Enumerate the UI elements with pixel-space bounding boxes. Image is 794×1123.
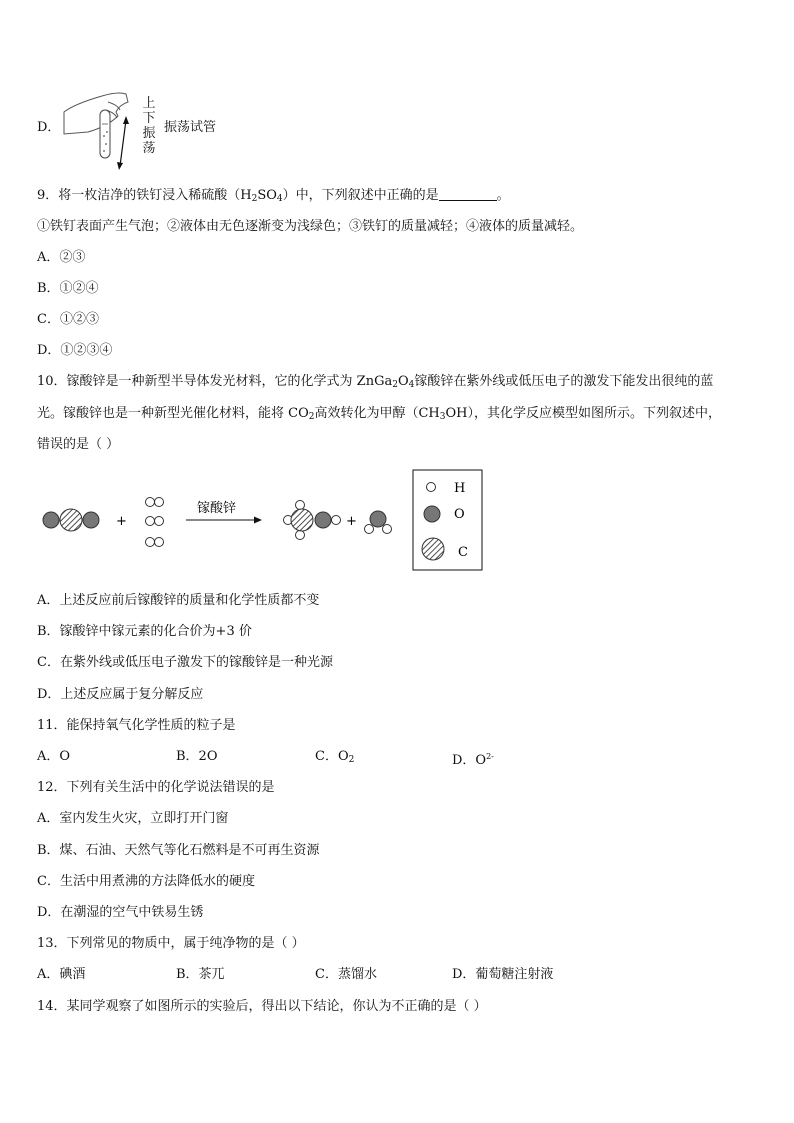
plus-sign-2: +: [346, 514, 357, 529]
direction-char-1: 上: [142, 96, 156, 111]
atom-legend: [413, 470, 482, 570]
hand-shaking-test-tube-illustration: [62, 88, 142, 170]
answer-blank: [439, 188, 497, 201]
q9-option-b: B．①②④: [37, 281, 99, 296]
q9-option-a: A．②③: [37, 250, 86, 265]
q12-option-b: B．煤、石油、天然气等化石燃料是不可再生资源: [37, 843, 320, 858]
q10-option-d: D．上述反应属于复分解反应: [37, 687, 204, 702]
q8-option-d-letter: D．: [37, 120, 61, 135]
q10-stem-line-2: [37, 405, 721, 426]
q11-option-c: [315, 748, 354, 769]
q12-stem: 12．下列有关生活中的化学说法错误的是: [37, 780, 275, 795]
q13-option-b: B．茶兀: [176, 967, 225, 982]
water-molecule: [365, 511, 392, 534]
q9-option-d: D．①②③④: [37, 343, 113, 358]
q10-line1-sub1: 2: [392, 380, 398, 390]
q9-stem-end: 。: [496, 188, 510, 203]
q10-stem-line-1: [37, 373, 713, 394]
q10-line2-c: OH），其化学反应模型如图所示。下列叙述中，: [445, 406, 722, 421]
q10-line1-a: 10．镓酸锌是一种新型半导体发光材料，它的化学式为 ZnGa: [37, 374, 393, 389]
q10-line1-c: 镓酸锌在紫外线或低压电子的激发下能发出很纯的蓝: [414, 374, 714, 389]
q11-option-d-text: D．O: [452, 753, 487, 768]
q10-option-a: A．上述反应前后镓酸锌的质量和化学性质都不变: [37, 593, 320, 608]
q11-option-d: [452, 748, 494, 770]
q11-option-a: A．O: [37, 749, 71, 764]
q13-option-c: C．蒸馏水: [315, 967, 377, 982]
q10-line2-a: 光。镓酸锌也是一种新型光催化材料，能将 CO: [37, 406, 309, 421]
q10-line1-sub2: 4: [408, 380, 415, 390]
q10-option-c: C．在紫外线或低压电子激发下的镓酸锌是一种光源: [37, 655, 333, 670]
reaction-model-diagram: [36, 466, 486, 574]
q11-option-b: B．2O: [176, 749, 218, 764]
q10-option-b: B．镓酸锌中镓元素的化合价为+3 价: [37, 624, 252, 639]
catalyst-label: 镓酸锌: [197, 501, 237, 516]
q12-option-c: C．生活中用煮沸的方法降低水的硬度: [37, 874, 255, 889]
legend-label-h: H: [454, 481, 466, 496]
plus-sign-1: +: [116, 514, 127, 529]
q11-option-c-text: C．O: [315, 749, 349, 764]
legend-label-o: O: [454, 507, 465, 522]
q9-sub-4: 4: [276, 194, 283, 204]
co2-molecule: [43, 509, 99, 531]
q12-option-d: D．在潮湿的空气中铁易生锈: [37, 905, 204, 920]
q8-option-d-caption: 振荡试管: [164, 120, 217, 135]
q8-direction-labels: [142, 96, 156, 156]
q10-line2-b: 高效转化为甲醇（CH: [314, 406, 440, 421]
direction-char-4: 荡: [142, 141, 156, 156]
q13-option-a: A．碘酒: [37, 967, 86, 982]
q10-line1-b: O: [397, 374, 409, 389]
q9-stem: [37, 187, 510, 208]
q9-statements: ①铁钉表面产生气泡；②液体由无色逐渐变为浅绿色；③铁钉的质量减轻；④液体的质量减轻。: [37, 219, 584, 234]
direction-char-2: 下: [142, 111, 156, 126]
q14-stem: 14．某同学观察了如图所示的实验后，得出以下结论，你认为不正确的是（ ）: [37, 999, 487, 1014]
q9-option-c: C．①②③: [37, 312, 99, 327]
q12-option-a: A．室内发生火灾，立即打开门窗: [37, 811, 229, 826]
q9-stem-part-a: 9．将一枚洁净的铁钉浸入稀硫酸（H: [37, 188, 252, 203]
q9-stem-part-c: ）中，下列叙述中正确的是: [282, 188, 439, 203]
legend-label-c: C: [458, 545, 468, 560]
methanol-molecule: [284, 501, 341, 540]
hydrogen-molecules: [146, 498, 164, 547]
q9-stem-part-b: SO: [257, 188, 277, 203]
q11-option-c-sub: 2: [348, 755, 355, 765]
q10-line2-sub2: 3: [439, 412, 446, 422]
q10-line2-sub: 2: [308, 412, 315, 422]
direction-char-3: 振: [142, 126, 156, 141]
q13-option-d: D．葡萄糖注射液: [452, 967, 554, 982]
q10-stem-line-3: 错误的是（ ）: [37, 437, 120, 452]
q11-stem: 11．能保持氧气化学性质的粒子是: [37, 718, 236, 733]
q11-option-d-sup: 2-: [486, 752, 494, 761]
q9-sub-2: 2: [251, 194, 258, 204]
q13-stem: 13．下列常见的物质中，属于纯净物的是（ ）: [37, 936, 305, 951]
